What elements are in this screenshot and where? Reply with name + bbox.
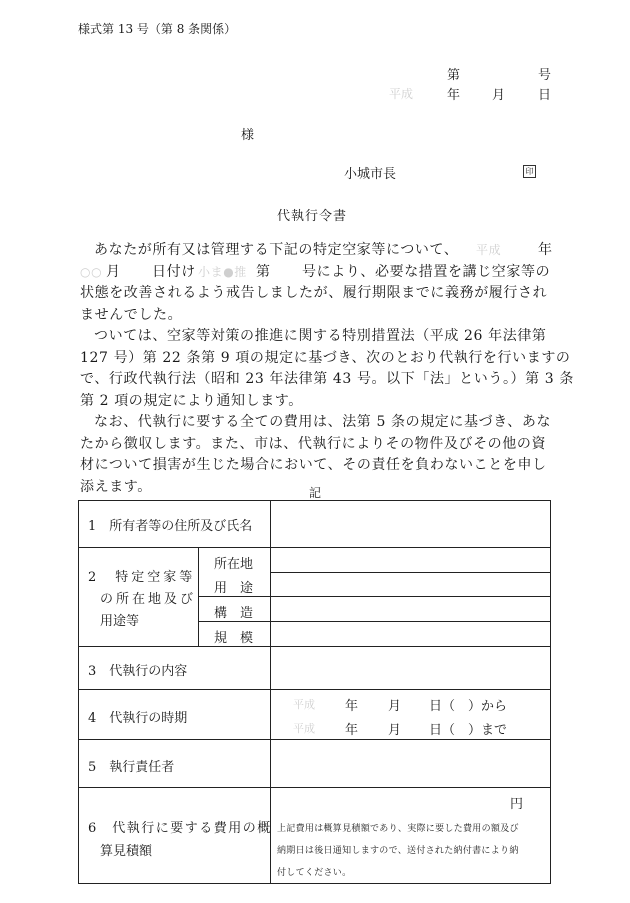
p2-line: で、行政代執行法（昭和 23 年法律第 43 号。以下「法」という。）第 3 条 xyxy=(80,371,574,387)
table-rule xyxy=(78,689,551,690)
form-label: 様式第 13 号（第 8 条関係） xyxy=(78,22,237,36)
row4-line2-year: 年 xyxy=(345,723,359,738)
table-subcolumn-rule xyxy=(198,547,199,646)
p1-line2-ref: 小ま●推 xyxy=(198,264,247,279)
row6-note-line3: 付してください。 xyxy=(277,868,352,878)
body-paragraph-2 xyxy=(80,326,574,412)
table-border-right xyxy=(550,500,551,884)
p3-line: 材について損害が生じた場合において、その責任を負わないことを申し xyxy=(80,457,547,473)
p1-line2-dai: 第 xyxy=(256,263,271,280)
row4-line2-day: 日（ ）まで xyxy=(429,723,508,738)
p1-line1-era: 平成 xyxy=(476,243,502,257)
p1-line2-text: 号により、必要な措置を講じ空家等の xyxy=(302,263,551,280)
doc-number-prefix: 第 xyxy=(447,68,461,83)
row4-line2-month: 月 xyxy=(388,723,402,738)
row3-label: 3 代執行の内容 xyxy=(88,664,188,679)
date-day: 日 xyxy=(538,88,552,103)
p3-line: たから徴収します。また、市は、代執行によりその物件及びその他の資 xyxy=(80,435,547,452)
table-rule xyxy=(198,621,551,622)
table-rule xyxy=(270,572,551,573)
table-border-top xyxy=(78,500,551,501)
row2-label-line1: 2 特定空家等 xyxy=(88,570,196,585)
row4-label: 4 代執行の時期 xyxy=(88,711,188,726)
table-rule xyxy=(78,646,551,647)
row4-line1-era: 平成 xyxy=(293,698,315,711)
addressee-suffix: 様 xyxy=(241,128,255,143)
p1-line2-month: 月 xyxy=(106,263,121,280)
row4-line1-year: 年 xyxy=(345,699,359,714)
row4-line1-month: 月 xyxy=(388,699,402,714)
table-border-left xyxy=(78,500,79,884)
row2-sub-scale: 規 模 xyxy=(214,631,254,646)
p3-line: 添えます。 xyxy=(80,478,152,495)
row2-sub-location: 所在地 xyxy=(214,557,254,572)
date-year: 年 xyxy=(447,88,461,103)
table-rule xyxy=(78,547,551,548)
p1-line1-year: 年 xyxy=(538,242,553,258)
row6-yen: 円 xyxy=(510,797,524,812)
row2-sub-structure: 構 造 xyxy=(214,606,254,621)
details-table xyxy=(78,500,551,884)
p1-line2-date: 日付け xyxy=(152,263,196,280)
p1-line1-text: あなたが所有又は管理する下記の特定空家等について、 xyxy=(94,242,459,258)
table-rule xyxy=(78,739,551,740)
date-era: 平成 xyxy=(389,87,414,101)
row5-label: 5 執行責任者 xyxy=(88,760,175,775)
p2-line: ついては、空家等対策の推進に関する特別措置法（平成 26 年法律第 xyxy=(94,328,547,344)
row6-note-line2: 納期日は後日通知しますので、送付された納付書により納 xyxy=(277,846,519,856)
seal-mark: 印 xyxy=(523,165,536,178)
table-border-bottom xyxy=(78,883,551,884)
row1-label: 1 所有者等の住所及び氏名 xyxy=(88,519,253,534)
row4-line1-day: 日（ ）から xyxy=(429,699,508,714)
document-title: 代執行令書 xyxy=(277,209,348,224)
p2-line: 127 号）第 22 条第 9 項の規定に基づき、次のとおり代執行を行いますの xyxy=(80,349,571,366)
row2-sub-use: 用 途 xyxy=(214,581,254,596)
p2-line: 第 2 項の規定により通知します。 xyxy=(80,392,303,409)
row6-note-line1: 上記費用は概算見積額であり、実際に要した費用の額及び xyxy=(277,824,519,834)
ki-heading: 記 xyxy=(309,486,322,500)
row4-line2-era: 平成 xyxy=(293,722,315,735)
table-rule xyxy=(78,787,551,788)
doc-number-suffix: 号 xyxy=(538,68,552,83)
body-paragraph-1 xyxy=(80,240,553,326)
p1-line2-month-value: ○○ xyxy=(80,264,103,279)
table-rule xyxy=(198,596,551,597)
p1-line4: ませんでした。 xyxy=(80,306,183,323)
issuer-name: 小城市長 xyxy=(344,167,397,182)
row2-label-line2: の所在地及び xyxy=(100,592,197,607)
row2-label-line3: 用途等 xyxy=(100,614,140,629)
p3-line: なお、代執行に要する全ての費用は、法第 5 条の規定に基づき、あな xyxy=(94,414,552,430)
row6-label-line1: 6 代執行に要する費用の概 xyxy=(88,821,272,836)
date-month: 月 xyxy=(492,88,506,103)
row6-label-line2: 算見積額 xyxy=(100,844,153,859)
p1-line3: 状態を改善されるよう戒告しましたが、履行期限までに義務が履行され xyxy=(80,285,548,301)
